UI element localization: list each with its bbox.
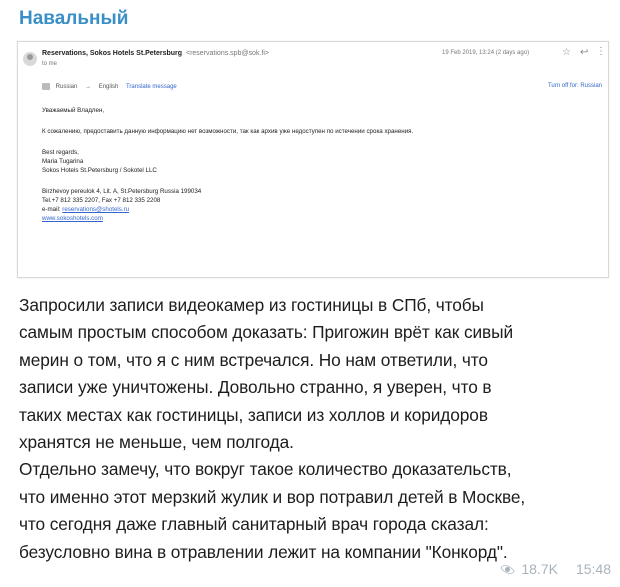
email-sender: Reservations, Sokos Hotels St.Petersburg — [42, 50, 183, 57]
email-signature-company: Sokos Hotels St.Petersburg / Sokotel LLC — [42, 167, 157, 174]
sender-avatar-icon — [23, 52, 37, 66]
email-to-line: to me — [42, 61, 58, 67]
post-line: записи уже уничтожены. Довольно странно, я уверен, что в — [19, 377, 492, 398]
email-signature-website — [42, 214, 597, 223]
post-text — [19, 292, 613, 566]
email-sender-address: <reservations.spb@sok.fi> — [186, 50, 269, 57]
post-line: что именно этот мерзкий жулик и вор потравил детей в Москве, — [19, 486, 526, 507]
email-address-link: reservations@shotels.ru — [62, 206, 130, 213]
translate-to-language: English — [98, 84, 119, 91]
translate-icon — [42, 83, 50, 90]
post-meta — [499, 561, 611, 577]
post-line: Запросили записи видеокамер из гостиницы в СПб, чтобы — [19, 295, 484, 315]
post-line: самым простым способом доказать: Пригожин врёт как сивый — [19, 322, 514, 343]
translate-from-language: Russian — [55, 84, 78, 91]
translate-arrow: → — [85, 84, 92, 91]
star-icon: ☆ — [562, 47, 571, 58]
post-line: мерин о том, что я с ним встречался. Но нам ответили, что — [19, 349, 488, 370]
post-line: что сегодня даже главный санитарный врач города сказал: — [19, 514, 489, 535]
email-signature-address: Birzhevoy pereulok 4, Lit. A, St.Petersburg Russia 199034 — [42, 188, 202, 195]
email-label: e-mail: — [42, 206, 63, 213]
website-link: www.sokoshotels.com — [42, 215, 103, 222]
translate-message-link: Translate message — [125, 84, 177, 91]
email-signature-phone: Tel.+7 812 335 2207, Fax +7 812 335 2208 — [42, 197, 161, 204]
email-regards: Best regards, — [42, 149, 79, 156]
view-count: 18.7K — [521, 561, 558, 577]
turn-off-translation-link: Turn off for: Russian — [547, 83, 602, 89]
more-vertical-icon: ⋮ — [596, 46, 606, 57]
post-time: 15:48 — [575, 561, 611, 577]
email-body — [42, 106, 597, 223]
post-line: безусловно вина в отравлении лежит на компании "Конкорд". — [19, 541, 508, 562]
email-signature-email — [42, 205, 597, 214]
channel-name[interactable]: Навальный — [19, 8, 129, 29]
email-signature-name: Maria Tugarina — [42, 158, 84, 165]
email-screenshot[interactable] — [17, 41, 609, 278]
post-line: таких местах как гостиницы, записи из холлов и коридоров — [19, 404, 488, 425]
translate-bar — [42, 83, 602, 90]
email-from-line — [42, 50, 269, 57]
post-line: Отдельно замечу, что вокруг такое количество доказательств, — [19, 459, 512, 480]
reply-icon: ↩ — [580, 47, 589, 58]
eye-icon — [499, 564, 516, 575]
email-date: 19 Feb 2019, 13:24 (2 days ago) — [442, 50, 530, 56]
email-message: К сожалению, предоставить данную информацию нет возможности, так как архив уже недоступен по истечении срока хранения. — [42, 128, 414, 135]
post-line: хранятся не меньше, чем полгода. — [19, 432, 294, 453]
email-greeting: Уважаемый Владлен, — [42, 107, 105, 114]
